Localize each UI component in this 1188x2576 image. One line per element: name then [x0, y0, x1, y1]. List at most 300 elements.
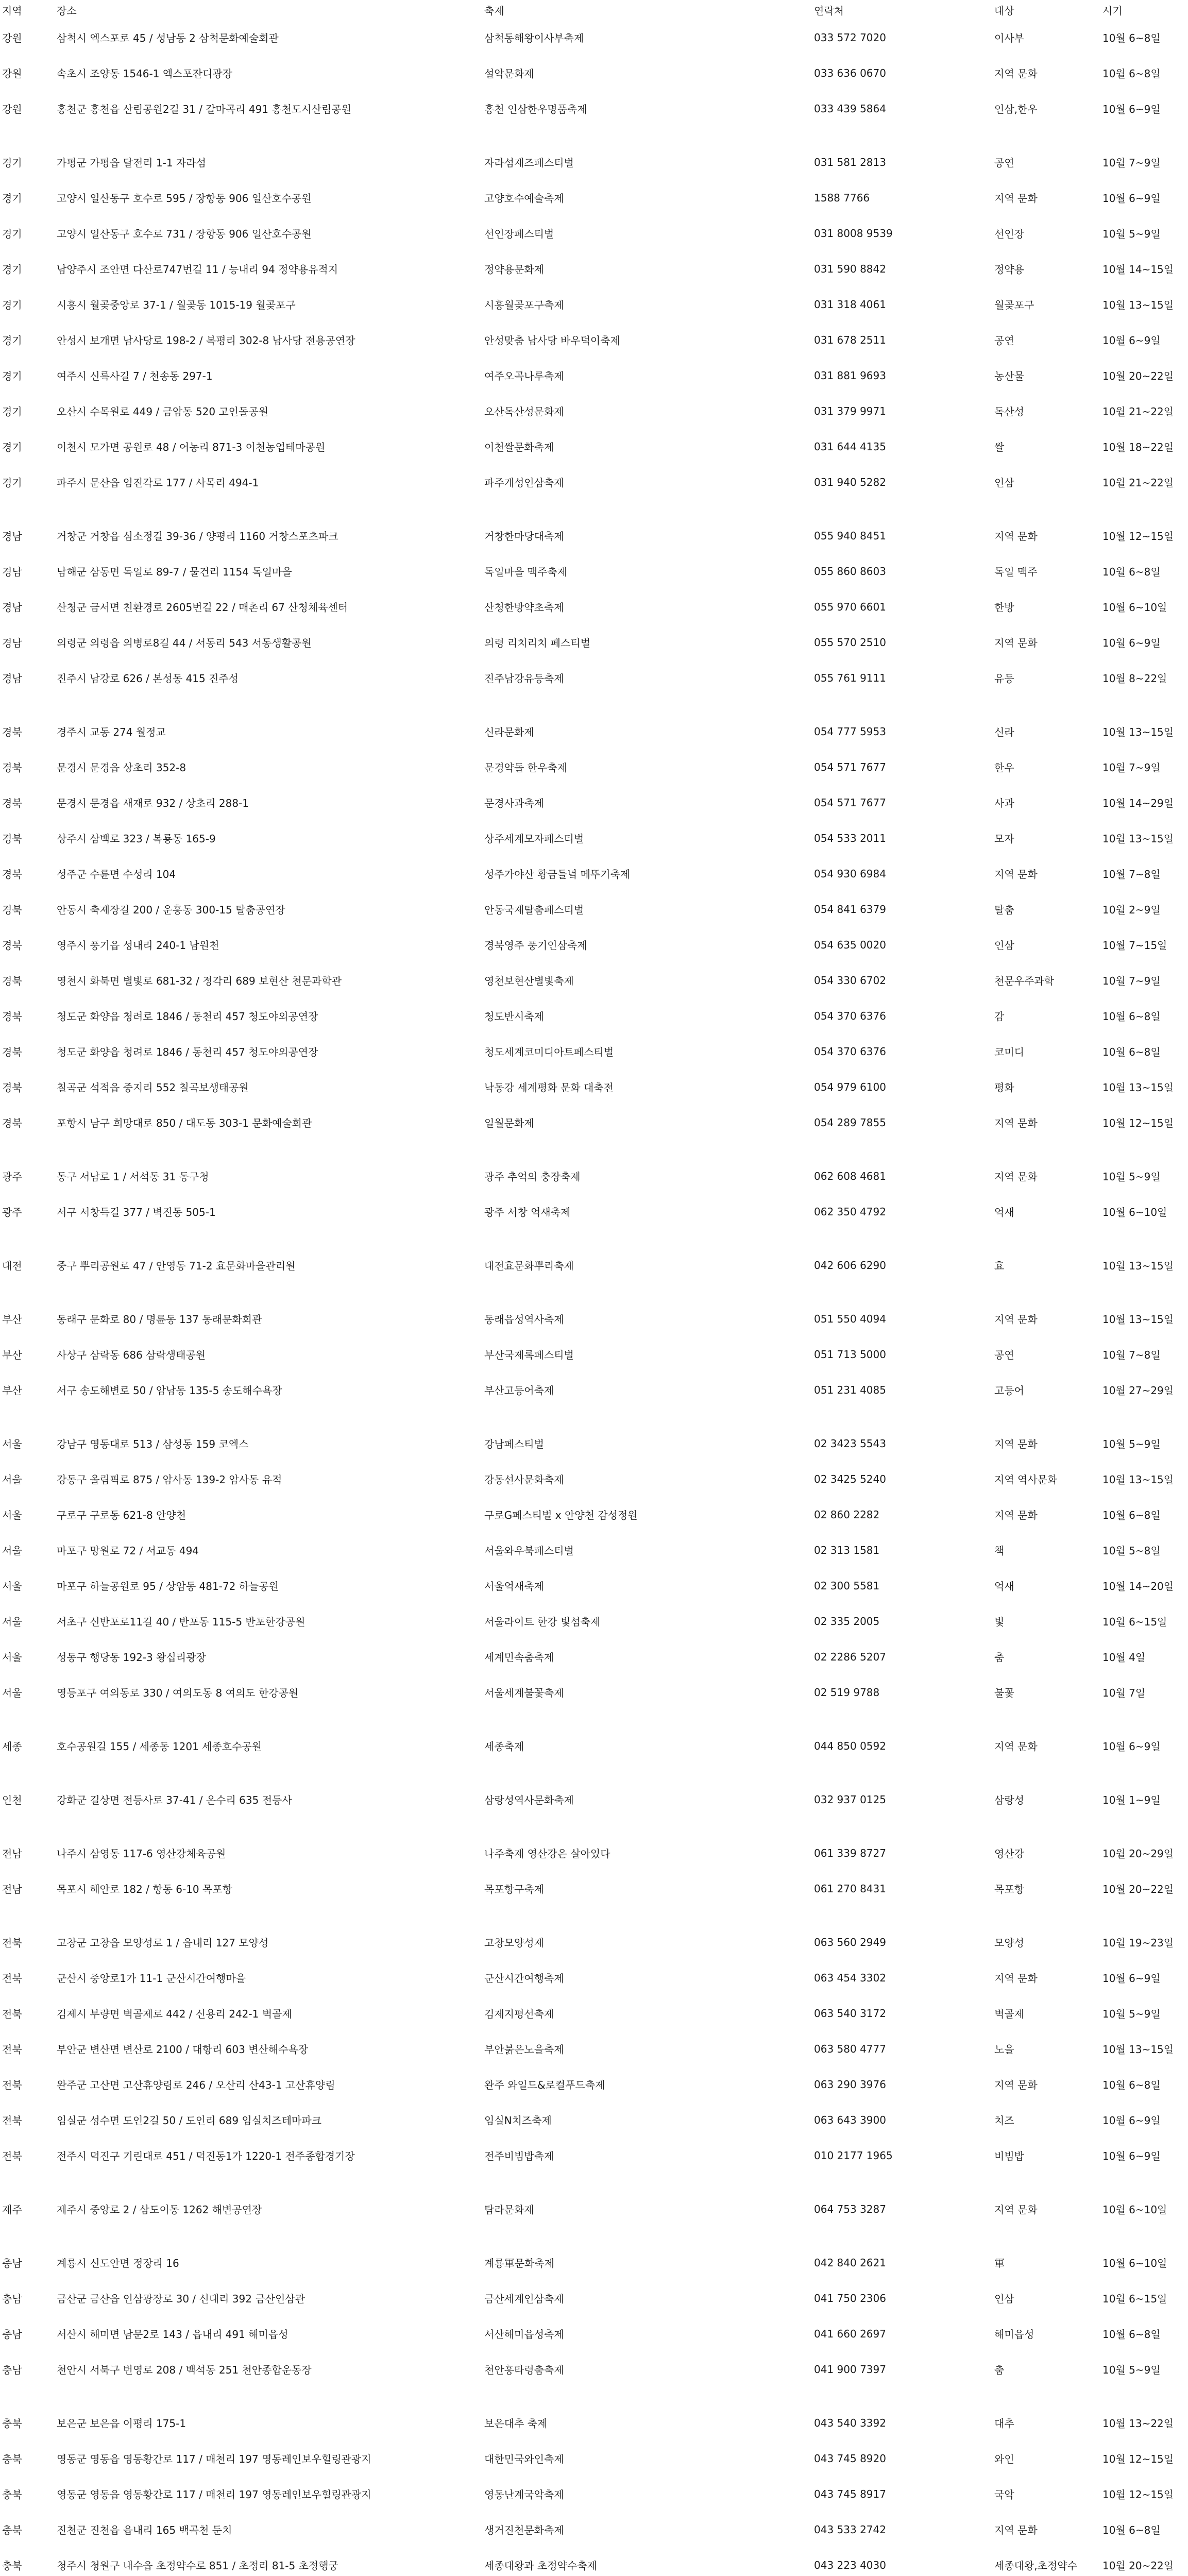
table-row: [0, 2512, 1188, 2547]
cell-period: 10월 6~15일: [1102, 2293, 1167, 2305]
cell-region: 경북: [2, 975, 22, 987]
cell-region: 서울: [2, 1580, 22, 1592]
cell-target: 선인장: [994, 228, 1024, 240]
region-group: [0, 1229, 1188, 1283]
cell-festival: 상주세계모자페스티벌: [484, 833, 584, 845]
cell-festival: 일월문화제: [484, 1117, 534, 1129]
cell-region: 부산: [2, 1384, 22, 1397]
cell-target: 한우: [994, 761, 1014, 774]
cell-phone: 055 940 8451: [814, 529, 886, 542]
cell-region: 서울: [2, 1687, 22, 1699]
cell-target: 지역 문화: [994, 1740, 1038, 1753]
cell-period: 10월 13~15일: [1102, 2043, 1174, 2056]
cell-place: 보은군 보은읍 이평리 175-1: [57, 2417, 186, 2430]
cell-target: 한방: [994, 601, 1014, 614]
region-group: [0, 1710, 1188, 1764]
cell-festival: 부산국제록페스티벌: [484, 1349, 574, 1361]
cell-festival: 서울세계불꽃축제: [484, 1687, 564, 1699]
region-group: [0, 1408, 1188, 1710]
cell-period: 10월 2~9일: [1102, 904, 1161, 916]
cell-period: 10월 6~8일: [1102, 1509, 1161, 1521]
header-period: 시기: [1102, 4, 1123, 17]
cell-target: 유등: [994, 672, 1014, 685]
table-row: [0, 286, 1188, 322]
cell-target: 지역 문화: [994, 1313, 1038, 1326]
cell-target: 춤: [994, 2364, 1005, 2376]
cell-phone: 02 335 2005: [814, 1615, 880, 1628]
cell-phone: 051 231 4085: [814, 1383, 886, 1396]
cell-place: 계룡시 신도안면 정장리 16: [57, 2257, 179, 2269]
table-row: [0, 1069, 1188, 1105]
cell-phone: 043 533 2742: [814, 2523, 886, 2536]
cell-festival: 문경약돌 한우축제: [484, 761, 567, 774]
cell-phone: 033 572 7020: [814, 31, 886, 44]
cell-region: 경북: [2, 761, 22, 774]
cell-region: 경북: [2, 1081, 22, 1094]
cell-region: 강원: [2, 67, 22, 80]
cell-festival: 진주남강유등축제: [484, 672, 564, 685]
region-group: [0, 2227, 1188, 2387]
table-row: [0, 962, 1188, 998]
table-row: [0, 1674, 1188, 1710]
cell-festival: 여주오곡나루축제: [484, 370, 564, 382]
cell-period: 10월 5~9일: [1102, 228, 1161, 240]
cell-phone: 010 2177 1965: [814, 2149, 893, 2162]
cell-region: 경북: [2, 833, 22, 845]
cell-target: 억새: [994, 1580, 1014, 1592]
cell-phone: 042 606 6290: [814, 1259, 886, 1272]
cell-place: 성동구 행당동 192-3 왕십리광장: [57, 1651, 206, 1664]
cell-place: 서구 서창득길 377 / 벽진동 505-1: [57, 1206, 216, 1218]
table-row: [0, 429, 1188, 464]
cell-region: 서울: [2, 1616, 22, 1628]
cell-period: 10월 5~9일: [1102, 2364, 1161, 2376]
cell-region: 충북: [2, 2524, 22, 2536]
cell-festival: 강동선사문화축제: [484, 1473, 564, 1486]
table-row: [0, 1603, 1188, 1639]
cell-phone: 02 519 9788: [814, 1686, 880, 1699]
table-row: [0, 660, 1188, 696]
cell-phone: 02 313 1581: [814, 1544, 880, 1556]
cell-festival: 설악문화제: [484, 67, 534, 80]
cell-target: 노을: [994, 2043, 1014, 2056]
cell-region: 경기: [2, 192, 22, 205]
cell-place: 남해군 삼동면 독일로 89-7 / 물건리 1154 독일마을: [57, 566, 292, 578]
cell-target: 세종대왕,초정약수: [994, 2560, 1077, 2572]
cell-place: 문경시 문경읍 새재로 932 / 상초리 288-1: [57, 797, 249, 809]
cell-period: 10월 19~23일: [1102, 1937, 1174, 1949]
cell-place: 김제시 부량면 벽골제로 442 / 신용리 242-1 벽골제: [57, 2008, 292, 2020]
cell-festival: 군산시간여행축제: [484, 1972, 564, 1985]
cell-target: 대추: [994, 2417, 1014, 2430]
cell-festival: 구로G페스티벌 x 안양천 감성정원: [484, 1509, 638, 1521]
cell-place: 성주군 수륜면 수성리 104: [57, 868, 176, 880]
cell-phone: 063 540 3172: [814, 2007, 886, 2020]
cell-target: 지역 역사문화: [994, 1473, 1058, 1486]
cell-phone: 041 750 2306: [814, 2292, 886, 2304]
cell-phone: 02 2286 5207: [814, 1650, 886, 1663]
cell-place: 고양시 일산동구 호수로 595 / 장항동 906 일산호수공원: [57, 192, 312, 205]
cell-phone: 043 745 8917: [814, 2487, 886, 2500]
cell-region: 경기: [2, 477, 22, 489]
cell-festival: 서울억새축제: [484, 1580, 544, 1592]
cell-region: 대전: [2, 1260, 22, 1272]
cell-place: 동구 서남로 1 / 서석동 31 동구청: [57, 1171, 209, 1183]
cell-period: 10월 7~9일: [1102, 761, 1161, 774]
cell-target: 지역 문화: [994, 637, 1038, 649]
table-row: [0, 749, 1188, 785]
cell-period: 10월 6~9일: [1102, 2150, 1161, 2162]
cell-festival: 문경사과축제: [484, 797, 544, 809]
cell-festival: 탐라문화제: [484, 2204, 534, 2216]
cell-phone: 043 540 3392: [814, 2416, 886, 2429]
table-row: [0, 998, 1188, 1033]
cell-region: 경기: [2, 441, 22, 453]
cell-period: 10월 5~9일: [1102, 2008, 1161, 2020]
table-row: [0, 2351, 1188, 2387]
table-row: [0, 2245, 1188, 2280]
cell-festival: 안동국제탈춤페스티벌: [484, 904, 584, 916]
cell-region: 충남: [2, 2257, 22, 2269]
cell-place: 마포구 하늘공원로 95 / 상암동 481-72 하늘공원: [57, 1580, 279, 1592]
cell-phone: 031 581 2813: [814, 156, 886, 168]
cell-region: 서울: [2, 1509, 22, 1521]
cell-place: 영주시 풍기읍 성내리 240-1 남원천: [57, 939, 219, 952]
cell-period: 10월 6~10일: [1102, 2257, 1167, 2269]
cell-phone: 055 761 9111: [814, 671, 886, 684]
cell-festival: 신라문화제: [484, 726, 534, 738]
cell-festival: 서산해미읍성축제: [484, 2328, 564, 2341]
cell-phone: 063 580 4777: [814, 2042, 886, 2055]
cell-place: 여주시 신륵사길 7 / 천송동 297-1: [57, 370, 213, 382]
cell-region: 부산: [2, 1349, 22, 1361]
table-row: [0, 1033, 1188, 1069]
cell-place: 서구 송도해변로 50 / 암남동 135-5 송도해수욕장: [57, 1384, 282, 1397]
cell-target: 지역 문화: [994, 1438, 1038, 1450]
cell-phone: 043 745 8920: [814, 2452, 886, 2465]
cell-festival: 보은대추 축제: [484, 2417, 548, 2430]
cell-festival: 서울라이트 한강 빛섬축제: [484, 1616, 601, 1628]
cell-period: 10월 6~8일: [1102, 2524, 1161, 2536]
table-row: [0, 624, 1188, 660]
region-group: [0, 696, 1188, 1140]
cell-target: 지역 문화: [994, 1117, 1038, 1129]
table-row: [0, 1194, 1188, 1229]
table-row: [0, 1568, 1188, 1603]
cell-phone: 063 454 3302: [814, 1971, 886, 1984]
table-row: [0, 2280, 1188, 2316]
cell-period: 10월 14~20일: [1102, 1580, 1174, 1592]
cell-phone: 054 930 6984: [814, 867, 886, 880]
cell-region: 충남: [2, 2328, 22, 2341]
cell-target: 빛: [994, 1616, 1005, 1628]
cell-period: 10월 7~9일: [1102, 975, 1161, 987]
cell-phone: 054 841 6379: [814, 903, 886, 916]
table-row: [0, 785, 1188, 820]
table-header: [0, 0, 1188, 20]
cell-target: 軍: [994, 2257, 1005, 2269]
cell-target: 모양성: [994, 1937, 1024, 1949]
cell-festival: 금산세계인삼축제: [484, 2293, 564, 2305]
cell-region: 광주: [2, 1206, 22, 1218]
region-group: [0, 2387, 1188, 2576]
cell-region: 경북: [2, 868, 22, 880]
cell-target: 국악: [994, 2488, 1014, 2501]
cell-period: 10월 7일: [1102, 1687, 1146, 1699]
cell-phone: 042 840 2621: [814, 2256, 886, 2269]
cell-period: 10월 4일: [1102, 1651, 1146, 1664]
cell-place: 청도군 화양읍 청려로 1846 / 동천리 457 청도야외공연장: [57, 1046, 318, 1058]
table-row: [0, 91, 1188, 126]
cell-phone: 033 439 5864: [814, 102, 886, 115]
cell-place: 마포구 망원로 72 / 서교동 494: [57, 1545, 199, 1557]
cell-region: 전남: [2, 1883, 22, 1895]
cell-target: 영산강: [994, 1848, 1024, 1860]
cell-period: 10월 6~9일: [1102, 334, 1161, 347]
cell-region: 충북: [2, 2488, 22, 2501]
cell-phone: 031 678 2511: [814, 333, 886, 346]
cell-place: 고양시 일산동구 호수로 731 / 장항동 906 일산호수공원: [57, 228, 312, 240]
region-group: [0, 1817, 1188, 1906]
region-group: [0, 1283, 1188, 1408]
cell-place: 파주시 문산읍 임진각로 177 / 사목리 494-1: [57, 477, 259, 489]
cell-festival: 파주개성인삼축제: [484, 477, 564, 489]
cell-period: 10월 6~8일: [1102, 1010, 1161, 1023]
cell-festival: 거창한마당대축제: [484, 530, 564, 543]
cell-region: 인천: [2, 1794, 22, 1806]
cell-target: 감: [994, 1010, 1005, 1023]
cell-target: 목포항: [994, 1883, 1024, 1895]
cell-place: 의령군 의령읍 의병로8길 44 / 서동리 543 서동생활공원: [57, 637, 312, 649]
cell-region: 경북: [2, 904, 22, 916]
table-row: [0, 144, 1188, 180]
table-row: [0, 1105, 1188, 1140]
table-row: [0, 820, 1188, 856]
cell-phone: 041 660 2697: [814, 2327, 886, 2340]
cell-place: 포항시 남구 희망대로 850 / 대도동 303-1 문화예술회관: [57, 1117, 312, 1129]
cell-phone: 02 3423 5543: [814, 1437, 886, 1450]
cell-place: 삼척시 엑스포로 45 / 성남동 2 삼척문화예술회관: [57, 32, 279, 44]
cell-place: 천안시 서북구 번영로 208 / 백석동 251 천안종합운동장: [57, 2364, 312, 2376]
cell-region: 경북: [2, 1046, 22, 1058]
table-row: [0, 358, 1188, 393]
cell-region: 경기: [2, 405, 22, 418]
cell-region: 충북: [2, 2417, 22, 2430]
cell-festival: 의령 리치리치 페스티벌: [484, 637, 590, 649]
table-row: [0, 856, 1188, 891]
cell-place: 홍천군 홍천읍 산림공원2길 31 / 갈마곡리 491 홍천도시산림공원: [57, 103, 351, 115]
cell-festival: 영동난계국악축제: [484, 2488, 564, 2501]
cell-phone: 031 590 8842: [814, 262, 886, 275]
cell-phone: 031 881 9693: [814, 369, 886, 382]
cell-place: 호수공원길 155 / 세종동 1201 세종호수공원: [57, 1740, 262, 1753]
cell-period: 10월 6~8일: [1102, 32, 1161, 44]
cell-region: 강원: [2, 32, 22, 44]
cell-festival: 김제지평선축제: [484, 2008, 554, 2020]
cell-festival: 청도반시축제: [484, 1010, 544, 1023]
cell-phone: 031 8008 9539: [814, 227, 893, 240]
cell-period: 10월 6~10일: [1102, 1206, 1167, 1218]
table-row: [0, 464, 1188, 500]
table-row: [0, 1924, 1188, 1960]
cell-phone: 055 570 2510: [814, 636, 886, 649]
cell-phone: 062 350 4792: [814, 1205, 886, 1218]
cell-festival: 세종축제: [484, 1740, 524, 1753]
cell-festival: 광주 서창 억새축제: [484, 1206, 571, 1218]
cell-place: 사상구 삼락동 686 삼락생태공원: [57, 1349, 206, 1361]
cell-place: 진천군 진천읍 읍내리 165 백곡천 둔치: [57, 2524, 232, 2536]
cell-festival: 강남페스티벌: [484, 1438, 544, 1450]
cell-place: 거창군 거창읍 심소정길 39-36 / 양평리 1160 거창스포츠파크: [57, 530, 338, 543]
cell-phone: 054 777 5953: [814, 725, 886, 738]
table-row: [0, 251, 1188, 286]
cell-period: 10월 13~15일: [1102, 1260, 1174, 1272]
cell-region: 서울: [2, 1473, 22, 1486]
cell-region: 경기: [2, 370, 22, 382]
cell-region: 전북: [2, 1972, 22, 1985]
table-row: [0, 2031, 1188, 2066]
cell-festival: 계룡軍문화축제: [484, 2257, 554, 2269]
cell-phone: 033 636 0670: [814, 66, 886, 79]
cell-place: 영동군 영동읍 영동황간로 117 / 매천리 197 영동레인보우힐링관광지: [57, 2453, 371, 2465]
cell-target: 인삼: [994, 477, 1014, 489]
cell-region: 경남: [2, 566, 22, 578]
cell-period: 10월 13~15일: [1102, 726, 1174, 738]
region-group: [0, 126, 1188, 500]
cell-target: 삼랑성: [994, 1794, 1024, 1806]
cell-festival: 임실N치즈축제: [484, 2114, 552, 2127]
table-row: [0, 322, 1188, 358]
cell-period: 10월 6~9일: [1102, 1740, 1161, 1753]
cell-target: 지역 문화: [994, 530, 1038, 543]
cell-place: 영천시 화북면 별빛로 681-32 / 정각리 689 보현산 천문과학관: [57, 975, 342, 987]
cell-target: 비빔밥: [994, 2150, 1024, 2162]
cell-festival: 성주가야산 황금들녘 메뚜기축제: [484, 868, 631, 880]
cell-region: 전북: [2, 2150, 22, 2162]
cell-period: 10월 1~9일: [1102, 1794, 1161, 1806]
cell-phone: 064 753 3287: [814, 2202, 886, 2215]
cell-target: 신라: [994, 726, 1014, 738]
cell-place: 금산군 금산읍 인삼광장로 30 / 신대리 392 금산인삼관: [57, 2293, 305, 2305]
cell-region: 경기: [2, 228, 22, 240]
cell-region: 경북: [2, 797, 22, 809]
cell-target: 공연: [994, 157, 1014, 169]
cell-target: 벽골제: [994, 2008, 1024, 2020]
cell-target: 춤: [994, 1651, 1005, 1664]
cell-period: 10월 27~29일: [1102, 1384, 1174, 1397]
table-row: [0, 215, 1188, 251]
table-row: [0, 2102, 1188, 2138]
cell-period: 10월 6~9일: [1102, 637, 1161, 649]
cell-festival: 산청한방약초축제: [484, 601, 564, 614]
cell-place: 고창군 고창읍 모양성로 1 / 읍내리 127 모양성: [57, 1937, 269, 1949]
table-row: [0, 518, 1188, 553]
table-row: [0, 927, 1188, 962]
cell-period: 10월 6~9일: [1102, 2114, 1161, 2127]
region-group: [0, 1906, 1188, 2173]
cell-festival: 경북영주 풍기인삼축제: [484, 939, 587, 952]
cell-period: 10월 7~9일: [1102, 157, 1161, 169]
cell-period: 10월 6~9일: [1102, 192, 1161, 205]
cell-place: 구로구 구로동 621-8 안양천: [57, 1509, 186, 1521]
cell-place: 오산시 수목원로 449 / 금암동 520 고인돌공원: [57, 405, 269, 418]
cell-phone: 054 370 6376: [814, 1009, 886, 1022]
cell-region: 제주: [2, 2204, 22, 2216]
cell-place: 서산시 해미면 남문2로 143 / 읍내리 491 해미읍성: [57, 2328, 288, 2341]
cell-target: 효: [994, 1260, 1005, 1272]
cell-place: 시흥시 월곶중앙로 37-1 / 월곶동 1015-19 월곶포구: [57, 299, 296, 311]
cell-phone: 044 850 0592: [814, 1739, 886, 1752]
cell-target: 월곶포구: [994, 299, 1034, 311]
table-row: [0, 1960, 1188, 1995]
cell-festival: 선인장페스티벌: [484, 228, 554, 240]
cell-region: 서울: [2, 1545, 22, 1557]
cell-phone: 031 318 4061: [814, 298, 886, 311]
cell-target: 인삼: [994, 2293, 1014, 2305]
cell-phone: 055 860 8603: [814, 565, 886, 578]
cell-target: 지역 문화: [994, 67, 1038, 80]
cell-place: 완주군 고산면 고산휴양림로 246 / 오산리 산43-1 고산휴양림: [57, 2079, 335, 2091]
cell-period: 10월 6~8일: [1102, 566, 1161, 578]
cell-region: 경북: [2, 939, 22, 952]
cell-region: 세종: [2, 1740, 22, 1753]
cell-period: 10월 13~22일: [1102, 2417, 1174, 2430]
cell-phone: 051 713 5000: [814, 1348, 886, 1361]
cell-target: 억새: [994, 1206, 1014, 1218]
cell-period: 10월 5~9일: [1102, 1171, 1161, 1183]
cell-target: 공연: [994, 1349, 1014, 1361]
cell-target: 지역 문화: [994, 2079, 1038, 2091]
cell-region: 서울: [2, 1438, 22, 1450]
table-row: [0, 1835, 1188, 1871]
cell-festival: 목포항구축제: [484, 1883, 544, 1895]
table-row: [0, 2066, 1188, 2102]
cell-place: 영동군 영동읍 영동황간로 117 / 매천리 197 영동레인보우힐링관광지: [57, 2488, 371, 2501]
cell-target: 지역 문화: [994, 1171, 1038, 1183]
cell-phone: 043 223 4030: [814, 2558, 886, 2571]
cell-period: 10월 12~15일: [1102, 530, 1174, 543]
cell-place: 경주시 교동 274 월정교: [57, 726, 166, 738]
cell-period: 10월 6~8일: [1102, 2328, 1161, 2341]
cell-target: 탈춤: [994, 904, 1014, 916]
cell-period: 10월 18~22일: [1102, 441, 1174, 453]
cell-phone: 02 860 2282: [814, 1508, 880, 1521]
cell-period: 10월 5~8일: [1102, 1545, 1161, 1557]
cell-festival: 삼랑성역사문화축제: [484, 1794, 574, 1806]
header-place: 장소: [57, 4, 77, 17]
cell-place: 강화군 길상면 전등사로 37-41 / 온수리 635 전등사: [57, 1794, 292, 1806]
table-row: [0, 1336, 1188, 1372]
cell-festival: 완주 와일드&로컬푸드축제: [484, 2079, 605, 2091]
cell-festival: 낙동강 세계평화 문화 대축전: [484, 1081, 614, 1094]
cell-region: 전북: [2, 2008, 22, 2020]
cell-region: 부산: [2, 1313, 22, 1326]
cell-period: 10월 6~8일: [1102, 67, 1161, 80]
cell-period: 10월 6~9일: [1102, 103, 1161, 115]
cell-phone: 063 560 2949: [814, 1936, 886, 1948]
cell-festival: 서울와우북페스티벌: [484, 1545, 574, 1557]
cell-target: 농산물: [994, 370, 1024, 382]
cell-festival: 대전효문화뿌리축제: [484, 1260, 574, 1272]
cell-place: 청주시 청원구 내수읍 초정약수로 851 / 초정리 81-5 초정행궁: [57, 2560, 338, 2572]
cell-festival: 오산독산성문화제: [484, 405, 564, 418]
cell-place: 청도군 화양읍 청려로 1846 / 동천리 457 청도야외공연장: [57, 1010, 318, 1023]
table-row: [0, 2405, 1188, 2441]
cell-place: 전주시 덕진구 기린대로 451 / 덕진동1가 1220-1 전주종합경기장: [57, 2150, 355, 2162]
header-phone: 연락처: [814, 4, 844, 17]
cell-period: 10월 6~10일: [1102, 601, 1167, 614]
table-row: [0, 1461, 1188, 1497]
